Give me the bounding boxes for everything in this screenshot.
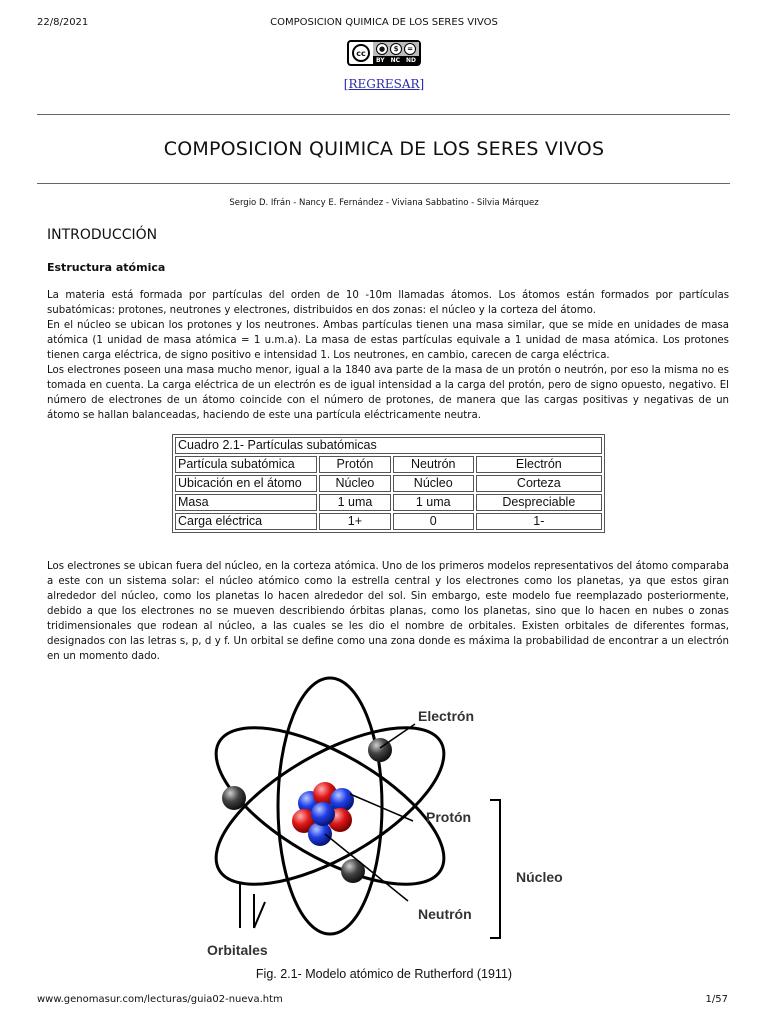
paragraph-line: Los electrones poseen una masa mucho menor, igual a la 1840 ava parte de la masa de un protón o neutrón, por eso la misma no es tomada en cuenta. La carga eléctrica de un electrón es de igual intensidad a la carga del protón, pero de signo opuesto, negativo. El número de electrones de un átomo coincide con el número de protones, de manera que las cargas positivas y negativas de un átomo se hallan balanceadas, haciendo de este una partícula eléctricamente neutra. <box>47 365 729 421</box>
table-cell: Masa <box>175 494 317 511</box>
label-neutron: Neutrón <box>418 906 472 922</box>
intro-paragraph <box>47 288 729 423</box>
attribution-icon: ● <box>376 43 388 55</box>
atom-model-figure <box>190 676 590 966</box>
label-proton: Protón <box>426 809 472 825</box>
creative-commons-badge[interactable] <box>347 40 421 66</box>
subatomic-particles-table <box>172 434 605 533</box>
subsection-heading: Estructura atómica <box>47 261 166 274</box>
table-cell: Carga eléctrica <box>175 513 317 530</box>
paragraph-line: En el núcleo se ubican los protones y los neutrones. Ambas partículas tienen una masa similar, que se mide en unidades de masa atómica (1 unidad de masa atómica = 1 u.m.a). La masa de estas partículas equivale a 1 unidad de masa atómica. Los protones tienen carga eléctrica, de signo positivo e intensidad 1. Los neutrones, en cambio, carecen de carga eléctrica. <box>47 320 729 361</box>
table-cell: Corteza <box>476 475 602 492</box>
table-cell: 1 uma <box>319 494 391 511</box>
table-header-row <box>175 456 602 473</box>
electron-sphere <box>222 786 246 810</box>
table-header-cell: Neutrón <box>393 456 474 473</box>
orbital-pointer <box>254 902 265 928</box>
noderivatives-icon: = <box>404 43 416 55</box>
table-caption: Cuadro 2.1- Partículas subatómicas <box>175 437 602 454</box>
page-title: COMPOSICION QUIMICA DE LOS SERES VIVOS <box>163 138 605 160</box>
paragraph-line: Los electrones se ubican fuera del núcleo, en la corteza atómica. Uno de los primeros modelos representativos del átomo comparaba a este con un sistema solar: el núcleo atómico como la estrella central y los electrones como los planetas, ya que estos giran alrededor del núcleo, como los planetas lo hacen alrededor del sol. Sin embargo, este modelo fue reemplazado posteriormente, debido a que los electrones no se mueven describiendo órbitas planas, como los planetas, sino que lo hacen en nubes o zonas tridimensionales que rodean al núcleo, a las cuales se les dio el nombre de orbitales. Existen orbitales de diferentes formas, designados con las letras s, p, d y f. Un orbital se define como una zona donde es máxima la probabilidad de encontrar a un electrón en un momento dado. <box>47 561 729 662</box>
page-number: 1/57 <box>705 994 728 1005</box>
print-header-title: COMPOSICION QUIMICA DE LOS SERES VIVOS <box>270 17 498 28</box>
section-heading: INTRODUCCIÓN <box>47 227 158 243</box>
label-nucleus: Núcleo <box>516 869 563 885</box>
divider <box>37 114 730 115</box>
divider <box>37 183 730 184</box>
authors: Sergio D. Ifrán - Nancy E. Fernández - Viviana Sabbatino - Silvia Márquez <box>229 198 539 208</box>
nucleus-cluster <box>292 782 354 846</box>
cc-term-nd: ND <box>405 56 416 64</box>
back-link[interactable]: [REGRESAR] <box>343 77 425 91</box>
table-cell: Ubicación en el átomo <box>175 475 317 492</box>
table-row <box>175 475 602 492</box>
table-cell: 1+ <box>319 513 391 530</box>
print-footer-url: www.genomasur.com/lecturas/guia02-nueva.htm <box>37 994 283 1005</box>
table-cell: Despreciable <box>476 494 602 511</box>
table-header-cell: Partícula subatómica <box>175 456 317 473</box>
table-header-cell: Protón <box>319 456 391 473</box>
table-cell: Núcleo <box>393 475 474 492</box>
table-cell: 0 <box>393 513 474 530</box>
table-row <box>175 494 602 511</box>
nucleus-bracket <box>490 800 500 938</box>
cc-term-by: BY <box>375 56 385 64</box>
table-row <box>175 513 602 530</box>
orbitals-paragraph <box>47 559 729 664</box>
cc-icon: cc <box>352 44 370 62</box>
label-orbitals: Orbitales <box>207 942 268 958</box>
print-date: 22/8/2021 <box>37 17 89 28</box>
figure-caption: Fig. 2.1- Modelo atómico de Rutherford (1911) <box>255 967 513 981</box>
table-cell: Núcleo <box>319 475 391 492</box>
table-header-cell: Electrón <box>476 456 602 473</box>
noncommercial-icon: $ <box>390 43 402 55</box>
cc-term-nc: NC <box>390 56 400 64</box>
table-cell: 1- <box>476 513 602 530</box>
table-cell: 1 uma <box>393 494 474 511</box>
paragraph-line: La materia está formada por partículas del orden de 10 -10m llamadas átomos. Los átomos están formados por partículas subatómicas: protones, neutrones y electrones, distribuidos en dos zonas: el núcleo y la corteza del átomo. <box>47 290 729 316</box>
label-electron: Electrón <box>418 708 475 724</box>
